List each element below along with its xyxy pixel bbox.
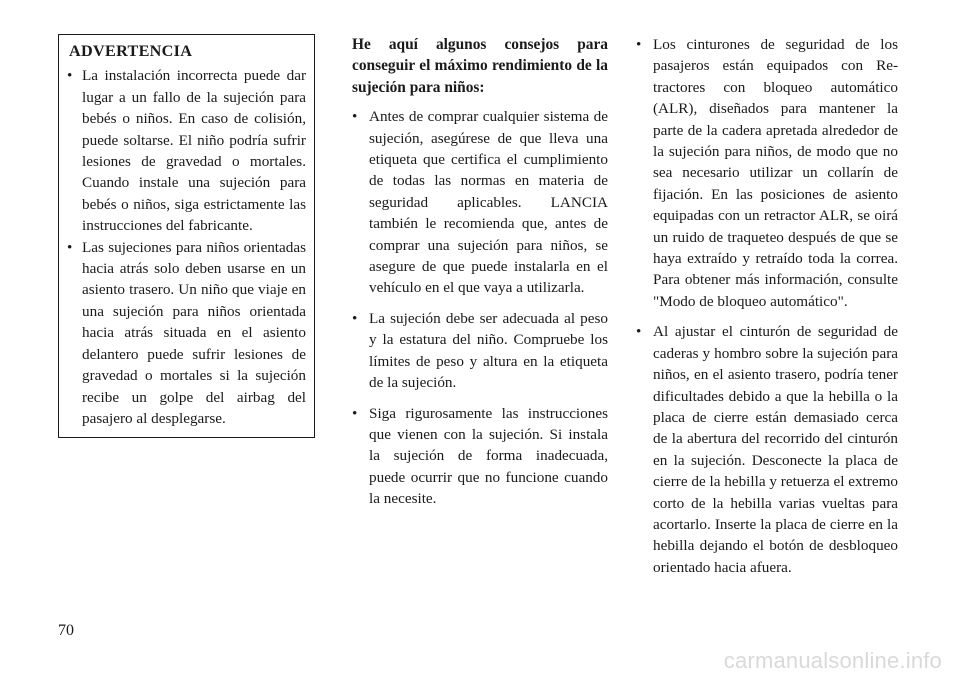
tips-list-continued xyxy=(636,34,898,578)
warning-title: ADVERTENCIA xyxy=(69,42,193,60)
tips-heading: He aquí algunos consejos para conseguir el máximo rendimiento de la sujeción para niños: xyxy=(352,36,608,96)
tip-item: • Los cinturones de seguridad de los pasajeros están equipados con Retractores con bloqueo automático (ALR), diseñados para mantener la parte de la cadera apretada alrededor de la sujeción para niños, de modo que no sea necesario utilizar un collarín de fijación. En las posiciones de asiento equipadas con un retractor ALR, se oirá un ruido de traqueteo después de que se haya extraído y retraído toda la correa. Para obtener más información, consulte "Modo de bloqueo automático". xyxy=(636,34,898,312)
page-number: 70 xyxy=(58,622,74,639)
tip-item: • La sujeción debe ser adecuada al peso y la estatura del niño. Compruebe los límites de peso y altura en la etiqueta de la sujeción. xyxy=(352,308,608,394)
tip-item: • Al ajustar el cinturón de seguridad de caderas y hombro sobre la sujeción para niños, en el asiento trasero, podría tener dificultades debido a que la hebilla o la placa de cierre están demasiado cerca de la abertura del recorrido del cinturón en la sujeción. Desconecte la placa de cierre de la hebilla y retuerza el extremo corto de la hebilla varias vueltas para acortarlo. Inserte la placa de cierre en la hebilla dejando el botón de desbloqueo orientado hacia afuera. xyxy=(636,321,898,578)
warning-item: • Las sujeciones para niños orientadas hacia atrás solo deben usarse en un asiento trasero. Un niño que viaje en una sujeción para niños orientada hacia atrás situada en el asiento delantero puede sufrir lesiones de gravedad o mortales si la sujeción recibe un golpe del airbag del pasajero al desplegarse. xyxy=(67,237,306,430)
watermark: carmanualsonline.info xyxy=(723,648,942,673)
warning-item: • La instalación incorrecta puede dar lugar a un fallo de la sujeción para bebés o niños. En caso de colisión, puede soltarse. El niño podría sufrir lesiones de gravedad o mortales. Cuando instale una sujeción para bebés o niños, siga estrictamente las instrucciones del fabricante. xyxy=(67,65,306,236)
middle-column xyxy=(352,34,608,519)
left-column xyxy=(58,34,315,438)
warning-box xyxy=(58,34,315,438)
tips-list xyxy=(352,106,608,509)
warning-list xyxy=(67,65,306,429)
right-column xyxy=(636,34,898,587)
tip-item: • Antes de comprar cualquier sistema de sujeción, asegúrese de que lleva una etiqueta que certifica el cumplimiento de todas las normas en materia de seguridad aplicables. LANCIA también le recomienda que, antes de comprar una sujeción para niños, se asegure de que puede instalarla en el vehículo en el que vaya a utilizarla. xyxy=(352,106,608,299)
tip-item: • Siga rigurosamente las instrucciones que vienen con la sujeción. Si instala la sujeción de forma inadecuada, puede ocurrir que no funcione cuando la necesite. xyxy=(352,403,608,510)
